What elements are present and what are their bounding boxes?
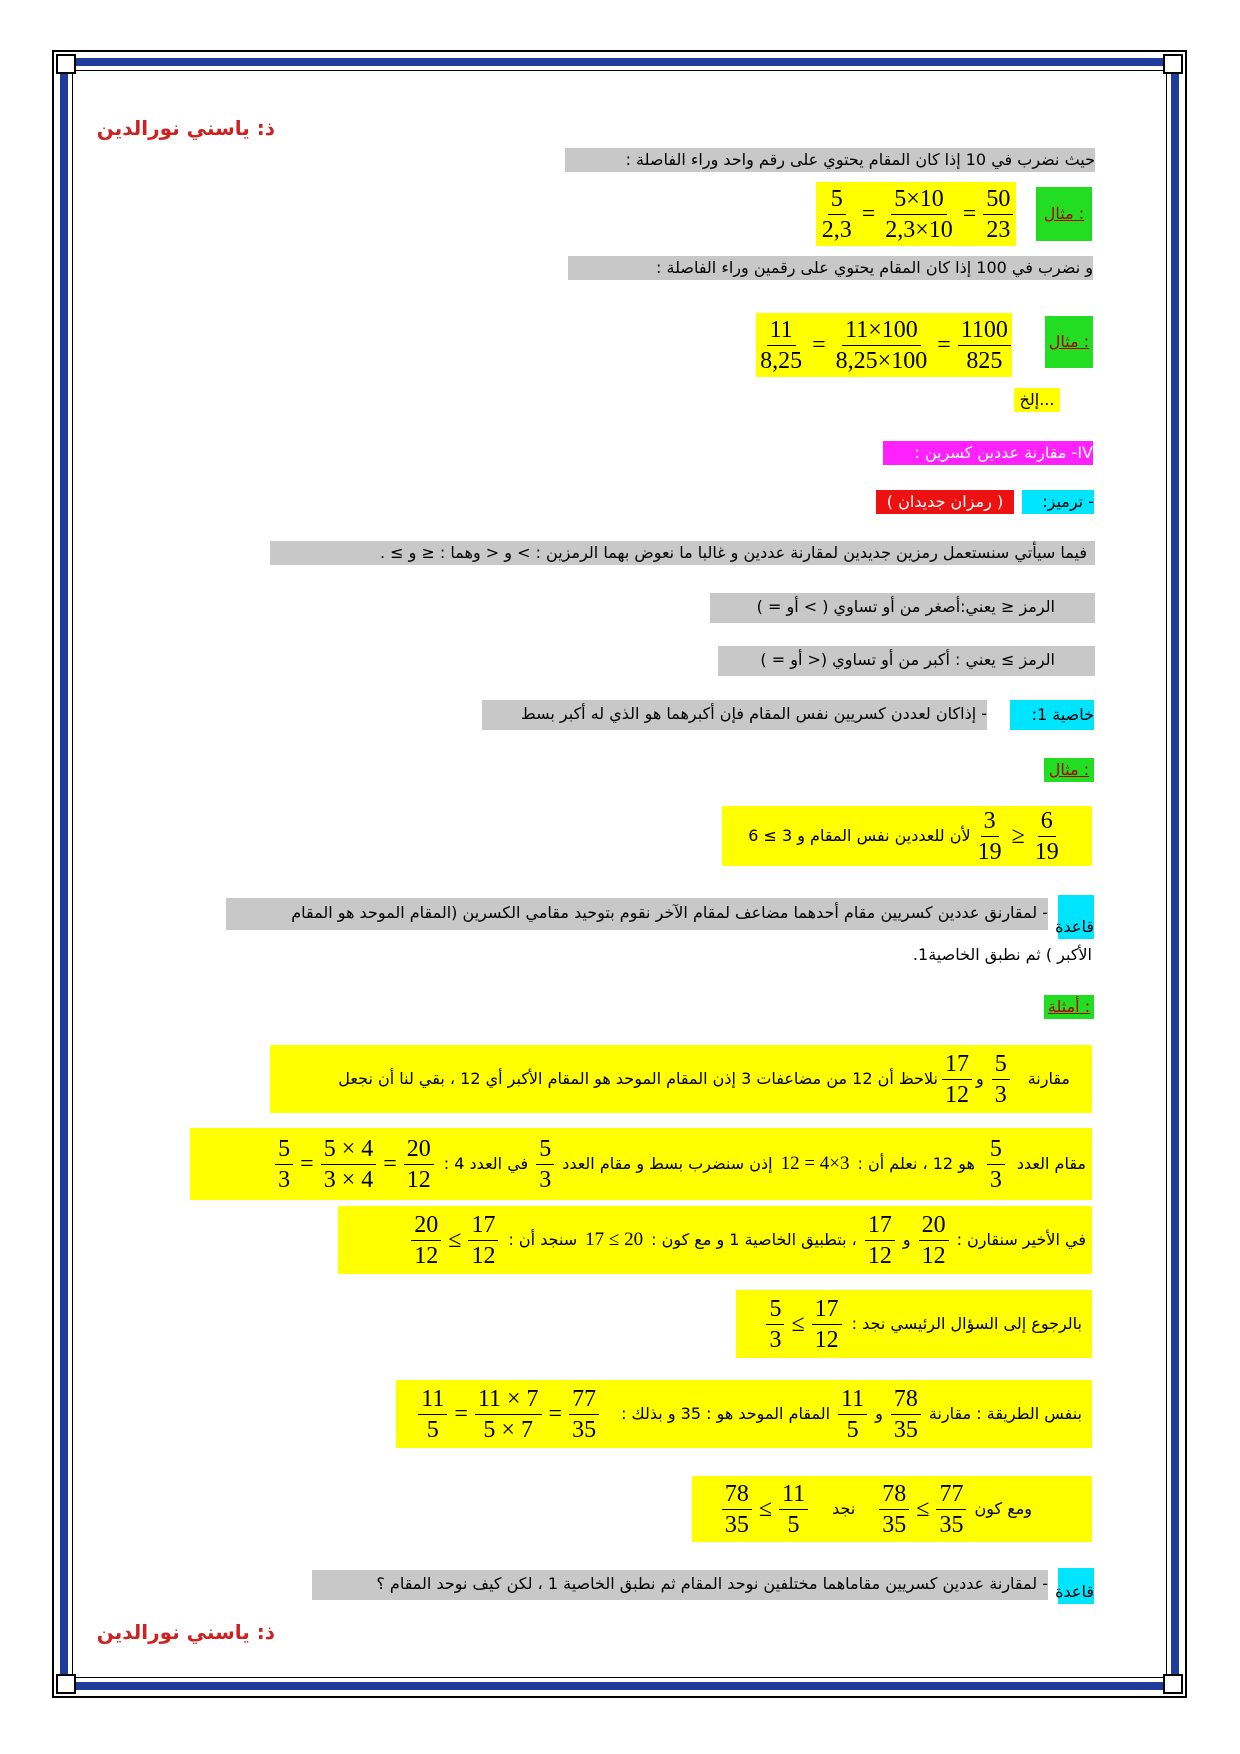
text-multiply-10: حيث نضرب في 10 إذا كان المقام يحتوي على رقم واحد وراء الفاصلة : [565, 148, 1095, 172]
section-title: IV- مقارنة عددين كسرين : [883, 441, 1093, 465]
text: سنجد أن : [508, 1230, 578, 1249]
inequality-text: 17 ≤ 20 [585, 1229, 644, 1250]
rule-1-line-2: الأكبر ) ثم نطبق الخاصية1. [912, 945, 1092, 964]
text: مقام العدد [1016, 1154, 1086, 1173]
worked-example-1: مقارنة $\frac{5}{3}$ و $\frac{17}{12}$ نلاحظ أن 12 من مضاعفات 3 إذن المقام الموحد هو المقام الأكبر أي 12 ، بقي لنا أن نجعل [270, 1045, 1092, 1113]
property-label: خاصية 1: [1010, 700, 1094, 730]
rule-label-1: قاعدة [1058, 895, 1094, 939]
rule-1-line-1: - لمقارنق عددين كسريين مقام أحدهما مضاعف لمقام الآخر نقوم بتوحيد مقامي الكسرين (المقام الموحد هو المقام [226, 898, 1048, 930]
text-multiply-100: و نضرب في 100 إذا كان المقام يحتوي على رقمين وراء الفاصلة : [568, 256, 1093, 280]
text: نجد [832, 1499, 856, 1518]
example-label-1 [1036, 187, 1092, 241]
example-comparison-math: $\frac{3}{19}$ ≥ $\frac{6}{19}$ [977, 807, 1059, 865]
example-label-3 [1044, 758, 1094, 782]
worked-example-6: ومع كون $\frac{78}{35}$ ≤ $\frac{77}{35}$ نجد $\frac{78}{35}$ ≤ $\frac{11}{5}$ [692, 1476, 1092, 1542]
rule-label-2: قاعدة [1058, 1568, 1094, 1604]
text: في العدد 4 : [443, 1154, 529, 1173]
author-header: ذ: ياسني نورالدين [96, 116, 275, 140]
frame-corner-bl [56, 1674, 76, 1694]
worked-example-3: في الأخير سنقارن : $\frac{20}{12}$ و $\frac{17}{12}$ ، بتطبيق الخاصية 1 و مع كون : 17 ≤ 20 سنجد أن : $\frac{20}{12}$ ≤ $\frac{17}{12}$ [338, 1206, 1092, 1274]
notation-label: - ترميز: [1022, 490, 1094, 514]
fraction: $\frac{11\times 100}{8,25\times 100}$ [835, 316, 928, 374]
text: المقام الموحد هو : 35 و بذلك : [621, 1404, 831, 1423]
text: في الأخير سنقارن : [956, 1230, 1086, 1249]
text: و [902, 1230, 911, 1249]
examples-label-text: أمثلة : [1047, 997, 1091, 1016]
equation-2: $\frac{11}{8,25}$ = $\frac{11\times 100}{8,25\times 100}$ = $\frac{1100}{825}$ [756, 313, 1012, 377]
text: و [975, 1069, 984, 1088]
symbol-ge-def: الرمز ≥ يعني : أكبر من أو تساوي (< أو = ) [718, 646, 1095, 676]
new-symbols-tag: ( رمزان جديدان ) [876, 490, 1014, 514]
author-footer: ذ: ياسني نورالدين [96, 1620, 275, 1644]
frame-corner-tl [56, 54, 76, 74]
text: ومع كون [974, 1499, 1032, 1518]
example-label-2 [1045, 316, 1093, 368]
example-label-text: مثال : [1048, 332, 1090, 351]
frame-corner-tr [1163, 54, 1183, 74]
examples-label [1044, 995, 1094, 1019]
text: هو 12 ، نعلم أن : [857, 1154, 975, 1173]
fraction: $\frac{50}{23}$ [983, 184, 1013, 245]
etc-text: ...إلخ [1014, 388, 1060, 412]
property-1-text: - إذاكان لعددن كسريين نفس المقام فإن أكبرهما هو الذي له أكبر بسط [482, 700, 987, 730]
example-comparison [722, 806, 1092, 866]
rule-2-text: - لمقارنة عددين كسريين مقاماهما مختلفين نوحد المقام ثم نطبق الخاصية 1 ، لكن كيف نوحد المقام ؟ [312, 1570, 1048, 1600]
fraction: $\frac{11}{8,25}$ [760, 316, 803, 374]
text: ، بتطبيق الخاصية 1 و مع كون : [651, 1230, 857, 1249]
equation-1: $\frac{5}{2,3}$ = $\frac{5\times 10}{2,3\times 10}$ = $\frac{50}{23}$ [816, 182, 1016, 246]
fraction: $\frac{1100}{825}$ [958, 315, 1011, 376]
text: إذن سنضرب بسط و مقام العدد [562, 1154, 773, 1173]
text: نلاحظ أن 12 من مضاعفات 3 إذن المقام الموحد هو المقام الأكبر أي 12 ، بقي لنا أن نجعل [338, 1069, 938, 1088]
equation-text: 12 = 4×3 [780, 1153, 850, 1174]
text: بنفس الطريقة : مقارنة [928, 1404, 1082, 1423]
symbol-le-def: الرمز ≤ يعني:أصغر من أو تساوي ( > أو = ) [710, 593, 1095, 623]
fraction: $\frac{5}{2,3}$ [821, 185, 852, 243]
frame-corner-br [1163, 1674, 1183, 1694]
worked-example-5: بنفس الطريقة : مقارنة $\frac{78}{35}$ و $\frac{11}{5}$ المقام الموحد هو : 35 و بذلك : $\frac{11}{5}$ = $\frac{11 \times 7}{5 \times 7}$ = $\frac{77}{35}$ [396, 1380, 1092, 1448]
fraction: $\frac{5\times 10}{2,3\times 10}$ [885, 185, 953, 243]
worked-example-2: مقام العدد $\frac{5}{3}$ هو 12 ، نعلم أن : 12 = 4×3 إذن سنضرب بسط و مقام العدد $\frac{5}{3}$ في العدد 4 : $\frac{5}{3}$ = $\frac{5 \times 4}{3 \times 4}$ = $\frac{20}{12}$ [190, 1128, 1092, 1200]
example-label-text: مثال : [1048, 760, 1090, 779]
example-comparison-text: لأن للعددين نفس المقام و 3 ≥ 6 [748, 826, 971, 845]
text: و [875, 1404, 883, 1423]
example-label-text: مثال : [1043, 204, 1085, 223]
worked-example-4: بالرجوع إلى السؤال الرئيسي نجد : $\frac{5}{3}$ ≤ $\frac{17}{12}$ [736, 1290, 1092, 1358]
text: مقارنة [1027, 1069, 1070, 1088]
notation-text: فيما سيأتي سنستعمل رمزين جديدين لمقارنة عددين و غالبا ما نعوض بهما الرمزين : > و < وهما : ≤ و ≥ . [270, 541, 1095, 565]
text: بالرجوع إلى السؤال الرئيسي نجد : [851, 1314, 1082, 1333]
